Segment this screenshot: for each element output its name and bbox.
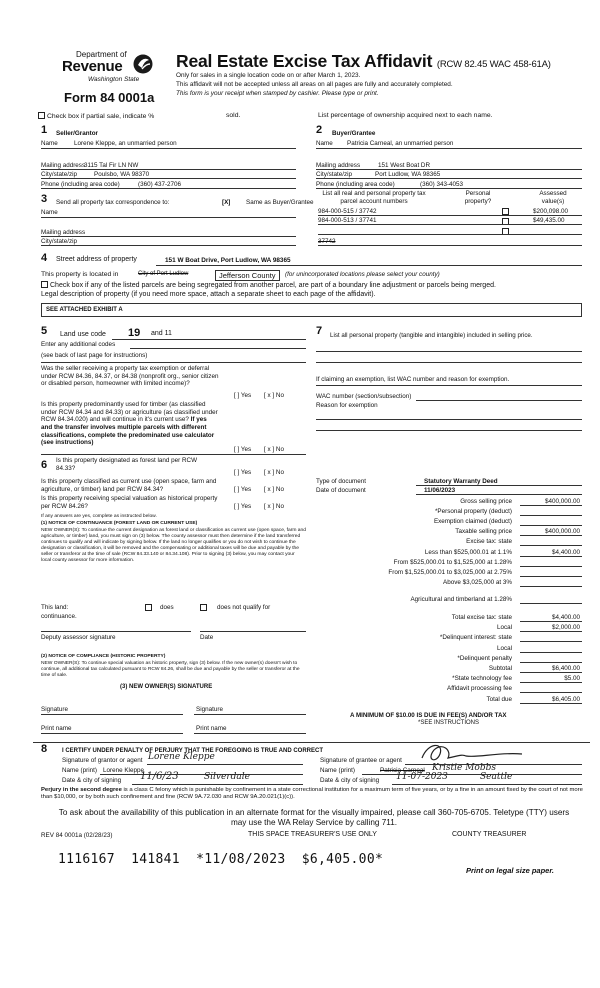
tax-calc-label: *Personal property (deduct) [434, 508, 512, 516]
buyer-mailing-label: Mailing address [316, 162, 361, 169]
see-back: (see back of last page for instructions) [41, 352, 148, 359]
sec3-city-label: City/state/zip [41, 238, 78, 245]
tax-calc-underline [520, 631, 582, 632]
grantee-date-label: Date & city of signing [320, 777, 380, 784]
tax-calc-underline [520, 576, 582, 577]
owner-signature-label-1: Signature [41, 706, 68, 713]
sec3-mailing-label: Mailing address [41, 229, 86, 236]
grantee-name-label: Name (print) [320, 767, 355, 774]
tax-calc-label: *Delinquent penalty [457, 654, 512, 662]
revenue-logo-icon [132, 52, 154, 76]
located-county[interactable]: Jefferson County [215, 270, 280, 281]
header-note-2: This affidavit will not be accepted unless all areas on all pages are fully and accurately completed. [176, 81, 453, 88]
parcel-value[interactable]: $49,435.00 [533, 217, 565, 224]
partial-sale-checkbox[interactable] [38, 112, 45, 119]
tax-calc-underline [520, 672, 582, 673]
unincorporated-note: (for unincorporated locations please select your county) [285, 271, 440, 278]
parcel-acct[interactable]: 984-000-515 / 37742 [318, 208, 377, 215]
sec6-note: If any answers are yes, complete as instructed below. [41, 514, 157, 519]
owner-print-label-2: Print name [196, 725, 227, 732]
perjury-text [41, 787, 586, 801]
assessor-date-label: Date [200, 634, 214, 641]
legal-description-label: Legal description of property (if you need more space, attach a separate sheet to each page of the affidavit). [41, 291, 376, 298]
parcel-h2b: property? [464, 197, 492, 205]
dept-name: Revenue [62, 58, 123, 75]
seller-phone-value[interactable]: (360) 437-2706 [138, 181, 182, 188]
grantor-date-hand[interactable]: 11/6/23 [140, 771, 179, 782]
sec5-q1: Was the seller receiving a property tax exemption or deferral under RCW 84.36, 84.37, or 84.38 (nonprofit org., senior citizen or disabled person, homeowner with limited income)? [41, 365, 219, 388]
property-address[interactable]: 151 W Boat Drive, Port Ludlow, WA 98365 [165, 257, 291, 264]
tax-calc-underline [520, 652, 582, 653]
tax-calc-underline [520, 682, 582, 683]
parcel-h1a: List all real and personal property tax [322, 190, 426, 197]
sec5-q2-text: Is this property predominantly used for timber (as classified under RCW 84.34 and 84.33) or agriculture (as classified under RCW 84.34.020) and will continue in it's current use? [41, 401, 218, 424]
doc-date-value[interactable]: 11/06/2023 [424, 487, 456, 494]
tax-calc-underline [520, 525, 582, 526]
county-treasurer: COUNTY TREASURER [452, 831, 527, 838]
located-label: This property is located in [41, 271, 119, 278]
parcel-h1b: parcel account numbers [340, 197, 408, 205]
parcel-header-2 [458, 190, 498, 205]
tax-calc-underline [520, 621, 582, 622]
seller-mailing-label: Mailing address [41, 162, 86, 169]
legal-description-box[interactable] [41, 303, 582, 317]
assessor-signature-label: Deputy assessor signature [41, 634, 116, 641]
sec5-q1-yes[interactable]: [ ] Yes [234, 392, 252, 399]
agency-logo [58, 50, 158, 112]
tax-calc-underline [520, 586, 582, 587]
sec6-q1: Is this property designated as forest land per RCW 84.33? [56, 457, 198, 472]
land-use-extra[interactable]: and 11 [151, 330, 172, 337]
exemption-label: If claiming an exemption, list WAC number and reason for exemption. [316, 376, 510, 383]
does-not-label: does not qualify for [217, 604, 271, 611]
tax-calc-value[interactable]: $6,405.00 [551, 695, 580, 703]
reason-label: Reason for exemption [316, 402, 378, 409]
sec5-q2 [41, 401, 219, 447]
sec3-same: Same as Buyer/Grantee [246, 199, 314, 206]
additional-codes: Enter any additional codes [41, 341, 116, 348]
form-number: Form 84 0001a [64, 90, 155, 105]
sec4-label: Street address of property [56, 256, 137, 263]
parcel-struck: 37742 [318, 238, 336, 245]
agri-label: Agricultural and timberland at 1.28% [410, 596, 512, 603]
sec3-name-label: Name [41, 209, 58, 216]
grantor-city-hand[interactable]: Silverdale [204, 772, 250, 782]
doc-date-label: Date of document [316, 487, 366, 494]
header-note-1: Only for sales in a single location code on or after March 1, 2023. [176, 72, 361, 79]
sec5-q2-bold: If yes and the transfer involves multiple parcels with different classifications, complete the predominated use calculator (see instructions) [41, 416, 215, 447]
section-5-number: 5 [41, 325, 48, 337]
tax-calc-value[interactable]: $4,400.00 [551, 614, 580, 621]
parcel-h3a: Assessed [539, 190, 567, 197]
parcel-header-3 [528, 190, 578, 205]
seller-mailing-value[interactable]: 3115 Tal Fir LN NW [84, 162, 139, 169]
tax-calc-label: From $1,525,000.01 to $3,025,000 at 2.75% [388, 568, 512, 576]
parcel-h2a: Personal [465, 190, 491, 197]
seller-phone-label: Phone (including area code) [41, 181, 120, 188]
parcel-value[interactable]: $200,098.00 [533, 208, 569, 215]
section-8-number: 8 [41, 743, 48, 755]
tax-calc-label: Gross selling price [460, 498, 512, 505]
located-city-struck: City of Port Ludlow [138, 271, 189, 277]
segregated-label: Check box if any of the listed parcels are being segregated from another parcel, are part of a boundary line adjustment or parcels being merged. [50, 282, 496, 289]
owner-signature-label-2: Signature [196, 706, 223, 713]
tax-calc-value[interactable]: $5.00 [564, 675, 580, 683]
buyer-heading: Buyer/Grantee [332, 130, 376, 137]
wac-label: WAC number (section/subsection) [316, 393, 412, 400]
seller-city-label: City/state/zip [41, 171, 78, 178]
alt-format-note: To ask about the availability of this publication in an alternate format for the visually impaired, please call 360-705-6705. Teletype (TTY) users may use the WA Relay Service by calling 711. [58, 808, 570, 828]
section-3-number: 3 [41, 193, 48, 205]
doc-type-label: Type of document [316, 478, 367, 485]
grantor-date-label: Date & city of signing [62, 777, 122, 784]
tax-calc-label: Exemption claimed (deduct) [433, 518, 512, 526]
buyer-phone-label: Phone (including area code) [316, 181, 395, 188]
sec6-q3-yes[interactable]: [ ] Yes [234, 503, 252, 510]
grantee-sig-label: Signature of grantee or agent [320, 757, 402, 764]
parcel-header-1 [318, 190, 430, 205]
segregated-checkbox[interactable] [41, 281, 48, 288]
tax-calc-label: Affidavit processing fee [447, 685, 512, 693]
section-4-number: 4 [41, 252, 48, 264]
tax-calc-underline [520, 641, 582, 642]
seller-name-label: Name [41, 140, 58, 147]
buyer-name-value[interactable]: Patricia Carneal, an unmarried person [347, 140, 454, 147]
ownership-note: List percentage of ownership acquired next to each name. [318, 112, 493, 119]
sec3-mark[interactable]: [X] [222, 199, 231, 206]
tax-calc-label: Subtotal [488, 665, 512, 672]
tax-calc-label: Local [496, 624, 512, 632]
sec5-q2-yes[interactable]: [ ] Yes [234, 446, 252, 453]
new-owner-heading: (3) NEW OWNER(S) SIGNATURE [120, 684, 213, 690]
tax-calc-underline [520, 556, 582, 557]
grantee-name-hand[interactable]: Kristie Mobbs [432, 763, 496, 773]
tax-calc-underline [520, 505, 582, 506]
doc-type-value[interactable]: Statutory Warranty Deed [424, 478, 498, 485]
section-2-number: 2 [316, 124, 323, 136]
owner-print-label-1: Print name [41, 725, 72, 732]
see-instructions: *SEE INSTRUCTIONS [418, 720, 480, 726]
tax-calc-underline [520, 566, 582, 567]
segregated-row [41, 281, 496, 291]
perjury-bold: Perjury in the second degree [41, 787, 122, 793]
tax-calc-label: Local [496, 644, 512, 652]
tax-calc-label: From $525,000.01 to $1,525,000 at 1.28% [393, 558, 512, 566]
tax-calc-underline [520, 703, 582, 704]
does-label: does [160, 604, 174, 611]
rev-number: REV 84 0001a (02/28/23) [41, 832, 113, 839]
dept-line1: Department of [76, 50, 127, 59]
title-rcw: (RCW 82.45 WAC 458-61A) [436, 59, 551, 70]
sec5-q2-no[interactable]: [ x ] No [264, 446, 284, 453]
this-land-label: This land: [41, 604, 69, 611]
continuance-word: continuance. [41, 613, 77, 620]
tax-calc-label: Total due [486, 695, 512, 703]
sec6-q2-yes[interactable]: [ ] Yes [234, 486, 252, 493]
sec6-q1-yes[interactable]: [ ] Yes [234, 469, 252, 476]
tax-calc-value[interactable]: $400,000.00 [544, 498, 580, 505]
tax-calc-label: *Delinquent interest: state [439, 634, 512, 642]
grantor-signature[interactable]: Lorene Kleppe [148, 752, 215, 762]
partial-sold: sold. [226, 112, 241, 119]
treasurer-use: THIS SPACE TREASURER'S USE ONLY [248, 831, 377, 838]
tax-calc-underline [520, 692, 582, 693]
sec5-q1-no[interactable]: [ x ] No [264, 392, 284, 399]
parcel-acct[interactable]: 984-000-513 / 37741 [318, 217, 377, 224]
tax-calc-label: *State technology fee [452, 675, 512, 683]
land-use-code[interactable]: 19 [128, 327, 141, 339]
does-checkbox[interactable] [145, 604, 152, 611]
sec3-label: Send all property tax correspondence to: [56, 199, 170, 206]
tax-calc-label: Excise tax: state [466, 538, 512, 546]
tax-calc-underline [520, 535, 582, 536]
buyer-city-label: City/state/zip [316, 171, 353, 178]
grantee-date-hand[interactable]: 11-07-2023 [396, 772, 448, 782]
sec6-q1-no[interactable]: [ x ] No [264, 469, 284, 476]
sec6-q3: Is this property receiving special valuation as historical property per RCW 84.26? [41, 495, 218, 510]
cashier-stamp: 1116167 141841 *11/08/2023 $6,405.00* [58, 852, 384, 867]
section-7-number: 7 [316, 325, 323, 337]
tax-calc-label: Less than $525,000.01 at 1.1% [424, 548, 512, 556]
form-title [176, 51, 551, 72]
partial-sale-row [38, 112, 154, 121]
parcel-h3b: value(s) [541, 197, 565, 205]
buyer-phone-value[interactable]: (360) 343-4053 [420, 181, 464, 188]
section-1-number: 1 [41, 124, 48, 136]
perjury-body: is a class C felony which is punishable by confinement in a state correctional institution for a maximum term of five years, or by a fine in an amount fixed by the court of not more than $10,000, or by both such confinement and fine (RCW 9A.72.030 and RCW 9A.20.021(1)(c)). [41, 787, 583, 801]
compliance-heading: (2) NOTICE OF COMPLIANCE (HISTORIC PROPERTY) [41, 654, 166, 659]
section-6-number: 6 [41, 459, 48, 471]
tax-calc-value[interactable]: $4,400.00 [551, 548, 580, 556]
tax-calc-underline [520, 662, 582, 663]
state-name: Washington State [88, 76, 140, 83]
tax-calc-underline [520, 515, 582, 516]
sec7-label: List all personal property (tangible and intangible) included in selling price. [330, 332, 533, 339]
tax-calc-value[interactable]: $2,000.00 [551, 624, 580, 632]
continuance-heading: (1) NOTICE OF CONTINUANCE (FOREST LAND OR CURRENT USE) [41, 521, 198, 526]
grantee-name-value[interactable]: Patricia Carneal [380, 767, 425, 774]
tax-calc-label: Above $3,025,000 at 3% [443, 578, 512, 586]
certify-text: I CERTIFY UNDER PENALTY OF PERJURY THAT THE FOREGOING IS TRUE AND CORRECT [62, 748, 324, 754]
continuance-text: NEW OWNER(S): To continue the current designation as forest land or classification as current use (open space, farm and agriculture, or timber) land, you must sign on (3) below. The county assessor must then determine if the land transferred continues to qualify and will indicate by signing below. If the land no longer qualifies or you do not wish to continue the designation or classification, it will be removed and the compensating or additional taxes will be due and payable by the seller or transferor at the time of sale (RCW 84.33.140 or 84.34.108). Prior to signing (3) below, you may contact your local county assessor for more information. [41, 528, 306, 563]
sec6-q2: Is this property classified as current use (open space, farm and agriculture, or timber) land per RCW 84.34? [41, 478, 217, 493]
exhibit-text: SEE ATTACHED EXHIBIT A [46, 307, 123, 313]
minimum-due: A MINIMUM OF $10.00 IS DUE IN FEE(S) AND/OR TAX [350, 712, 507, 719]
tax-calc-label: Taxable selling price [455, 528, 512, 536]
sec6-q3-no[interactable]: [ x ] No [264, 503, 284, 510]
does-not-checkbox[interactable] [200, 604, 207, 611]
compliance-text: NEW OWNER(S): To continue special valuation as historic property, sign (3) below. If the new owner(s) doesn't wish to continue, all additional tax calculated pursuant to RCW 84.26, shall be due and payable by the seller or transferor at the time of sale. [41, 661, 300, 678]
sec6-q2-no[interactable]: [ x ] No [264, 486, 284, 493]
grantor-sig-label: Signature of grantor or agent [62, 757, 143, 764]
tax-calc-label: Total excise tax: state [451, 614, 512, 621]
partial-sale-label: Check box if partial sale, indicate % [47, 113, 155, 120]
seller-name-value[interactable]: Lorene Kleppe, an unmarried person [74, 140, 177, 147]
title-text: Real Estate Excise Tax Affidavit [176, 51, 433, 71]
grantee-city-hand[interactable]: Seattle [480, 772, 513, 782]
seller-heading: Seller/Grantor [56, 130, 98, 137]
land-use-label: Land use code [60, 331, 106, 338]
grantor-name-label: Name (print) [62, 767, 97, 774]
buyer-city-value[interactable]: Port Ludlow, WA 98365 [375, 171, 441, 178]
buyer-name-label: Name [316, 140, 333, 147]
seller-city-value[interactable]: Poulsbo, WA 98370 [94, 171, 150, 178]
legal-size-note: Print on legal size paper. [466, 866, 554, 875]
tax-calc-value[interactable]: $400,000.00 [544, 528, 580, 536]
this-land-row [41, 604, 68, 612]
header-note-3: This form is your receipt when stamped by cashier. Please type or print. [176, 90, 379, 97]
grantor-name-value[interactable]: Lorene Kleppe [103, 767, 144, 774]
personal-property-checkbox[interactable] [502, 208, 509, 215]
buyer-mailing-value[interactable]: 151 West Boat DR [378, 162, 431, 169]
tax-calc-value[interactable]: $6,400.00 [551, 665, 580, 672]
tax-calc-underline [520, 545, 582, 546]
